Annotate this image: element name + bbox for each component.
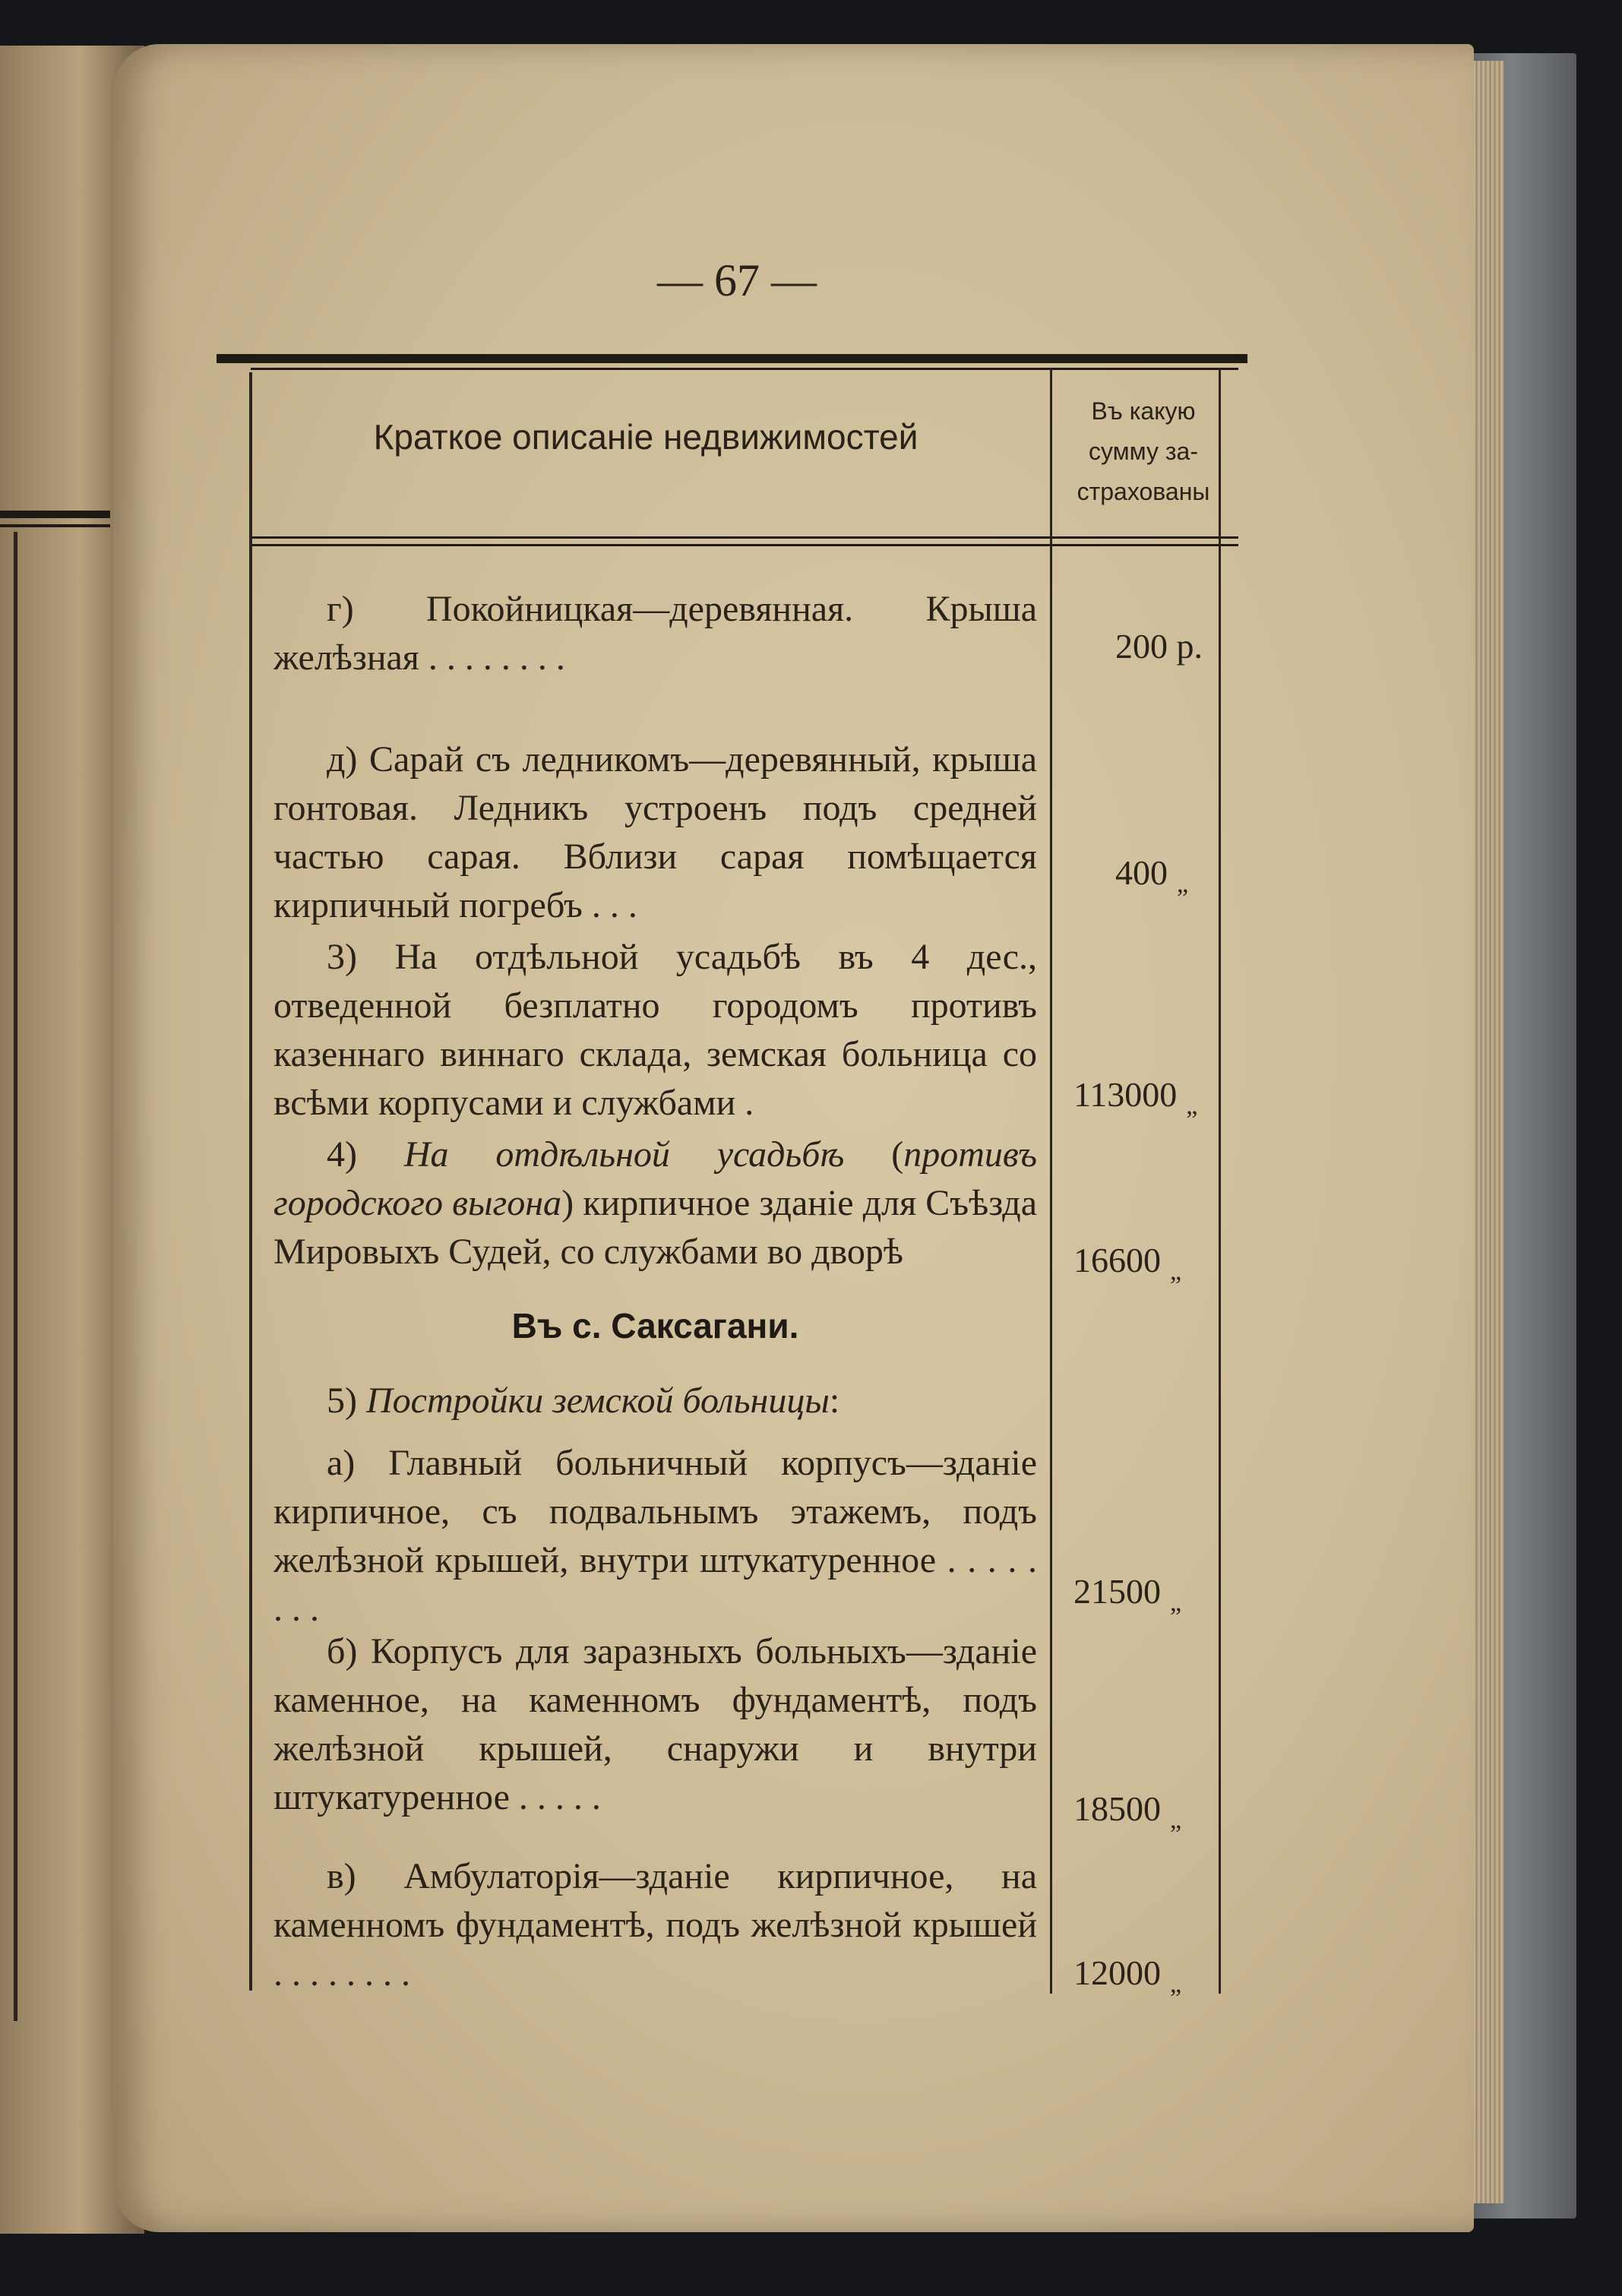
sub-heading-italic: Постройки земской больницы (365, 1380, 830, 1421)
middle-column-line (1050, 368, 1052, 1994)
entry-3-text (273, 933, 1037, 1127)
item-a-value: 21500 (1073, 1572, 1161, 1611)
item-a-amount (1073, 1571, 1256, 1618)
right-column-line (1219, 368, 1221, 1994)
entry-3-description: 3) На отдѣльной усадьбѣ въ 4 дес., отведенной безплатно городомъ противъ казеннаго виннаго склада, земская больница со всѣми корпусами и службами . (273, 937, 1037, 1123)
item-a-text (273, 1439, 1037, 1633)
entry-d-amount (1115, 852, 1298, 899)
entry-4-rest: кирпичное зданіе для Съѣзда Мировыхъ Судей, со службами во дворѣ (273, 1183, 1038, 1272)
page-number: — 67 — (657, 255, 817, 305)
entry-g-description: г) Покойницкая—деревянная. Крыша желѣзная . . . . . . . . (273, 589, 1037, 678)
sub-heading: 5) Постройки земской больницы: (327, 1380, 840, 1421)
entry-4-italic: На отдѣльной усадьбѣ (403, 1134, 845, 1175)
entry-g-value: 200 р. (1115, 627, 1203, 666)
item-b-description: б) Корпусъ для заразныхъ больныхъ—зданіе каменное, на каменномъ фундаментѣ, подъ желѣзной крышей, снаружи и внутри штукатуренное . . . . . (273, 1631, 1037, 1817)
entry-g-amount (1115, 626, 1298, 666)
entry-4-amount (1073, 1240, 1256, 1286)
header-sum (1056, 391, 1231, 512)
sub-heading-number: 5) (327, 1380, 357, 1421)
entry-g-text (273, 585, 1037, 682)
entry-d-value: 400 (1115, 853, 1168, 892)
header-bottom-rule-2 (251, 544, 1238, 546)
table-top-rule-thin (251, 368, 1238, 370)
entry-3-ditto: „ (1186, 1092, 1198, 1120)
item-b-ditto: „ (1170, 1806, 1182, 1834)
table-top-rule (217, 354, 1247, 363)
item-v-ditto: „ (1170, 1970, 1182, 1998)
entry-3-value: 113000 (1073, 1075, 1178, 1114)
header-bottom-rule (251, 536, 1238, 539)
item-v-text (273, 1852, 1037, 1998)
entry-d-text (273, 735, 1037, 930)
item-a-ditto: „ (1170, 1589, 1182, 1617)
entry-4-ditto: „ (1170, 1257, 1182, 1286)
entry-4-value: 16600 (1073, 1241, 1161, 1279)
item-b-text (273, 1627, 1037, 1822)
header-sum-line3: страхованы (1077, 478, 1210, 505)
left-page-column-line (14, 532, 17, 2021)
entry-d-description: д) Сарай съ ледникомъ—деревянный, крыша гонтовая. Ледникъ устроенъ подъ средней частью сарая. Вблизи сарая помѣщается кирпичный погребъ . . . (273, 739, 1037, 925)
item-v-description: в) Амбулаторія—зданіе кирпичное, на каменномъ фундаментѣ, подъ желѣзной крышей . . . . . . . . (273, 1856, 1037, 1994)
left-column-line (249, 372, 252, 1991)
header-sum-line1: Въ какую (1091, 397, 1196, 425)
item-v-amount (1073, 1953, 1256, 1999)
entry-d-ditto: „ (1177, 870, 1189, 898)
header-description: Краткое описаніе недвижимостей (373, 417, 919, 457)
left-page-rule (0, 511, 110, 518)
section-heading: Въ с. Саксагани. (511, 1306, 799, 1346)
item-a-description: а) Главный больничный корпусъ—зданіе кирпичное, съ подвальнымъ этажемъ, подъ желѣзной крышей, внутри штукатуренное . . . . . . . . (273, 1443, 1037, 1629)
left-page-rule-thin (0, 524, 110, 527)
entry-4-paren-italic: противъ городского выгона (273, 1134, 1038, 1223)
entry-4-text: 4) На отдѣльной усадьбѣ (противъ городского выгона) кирпичное зданіе для Съѣзда Мировыхъ Судей, со службами во дворѣ (273, 1134, 1038, 1272)
header-sum-line2: сумму за- (1088, 438, 1198, 465)
item-v-value: 12000 (1073, 1953, 1161, 1992)
entry-3-amount (1073, 1074, 1256, 1121)
item-b-value: 18500 (1073, 1789, 1161, 1828)
item-b-amount (1073, 1788, 1256, 1835)
entry-4-number: 4) (327, 1134, 357, 1175)
